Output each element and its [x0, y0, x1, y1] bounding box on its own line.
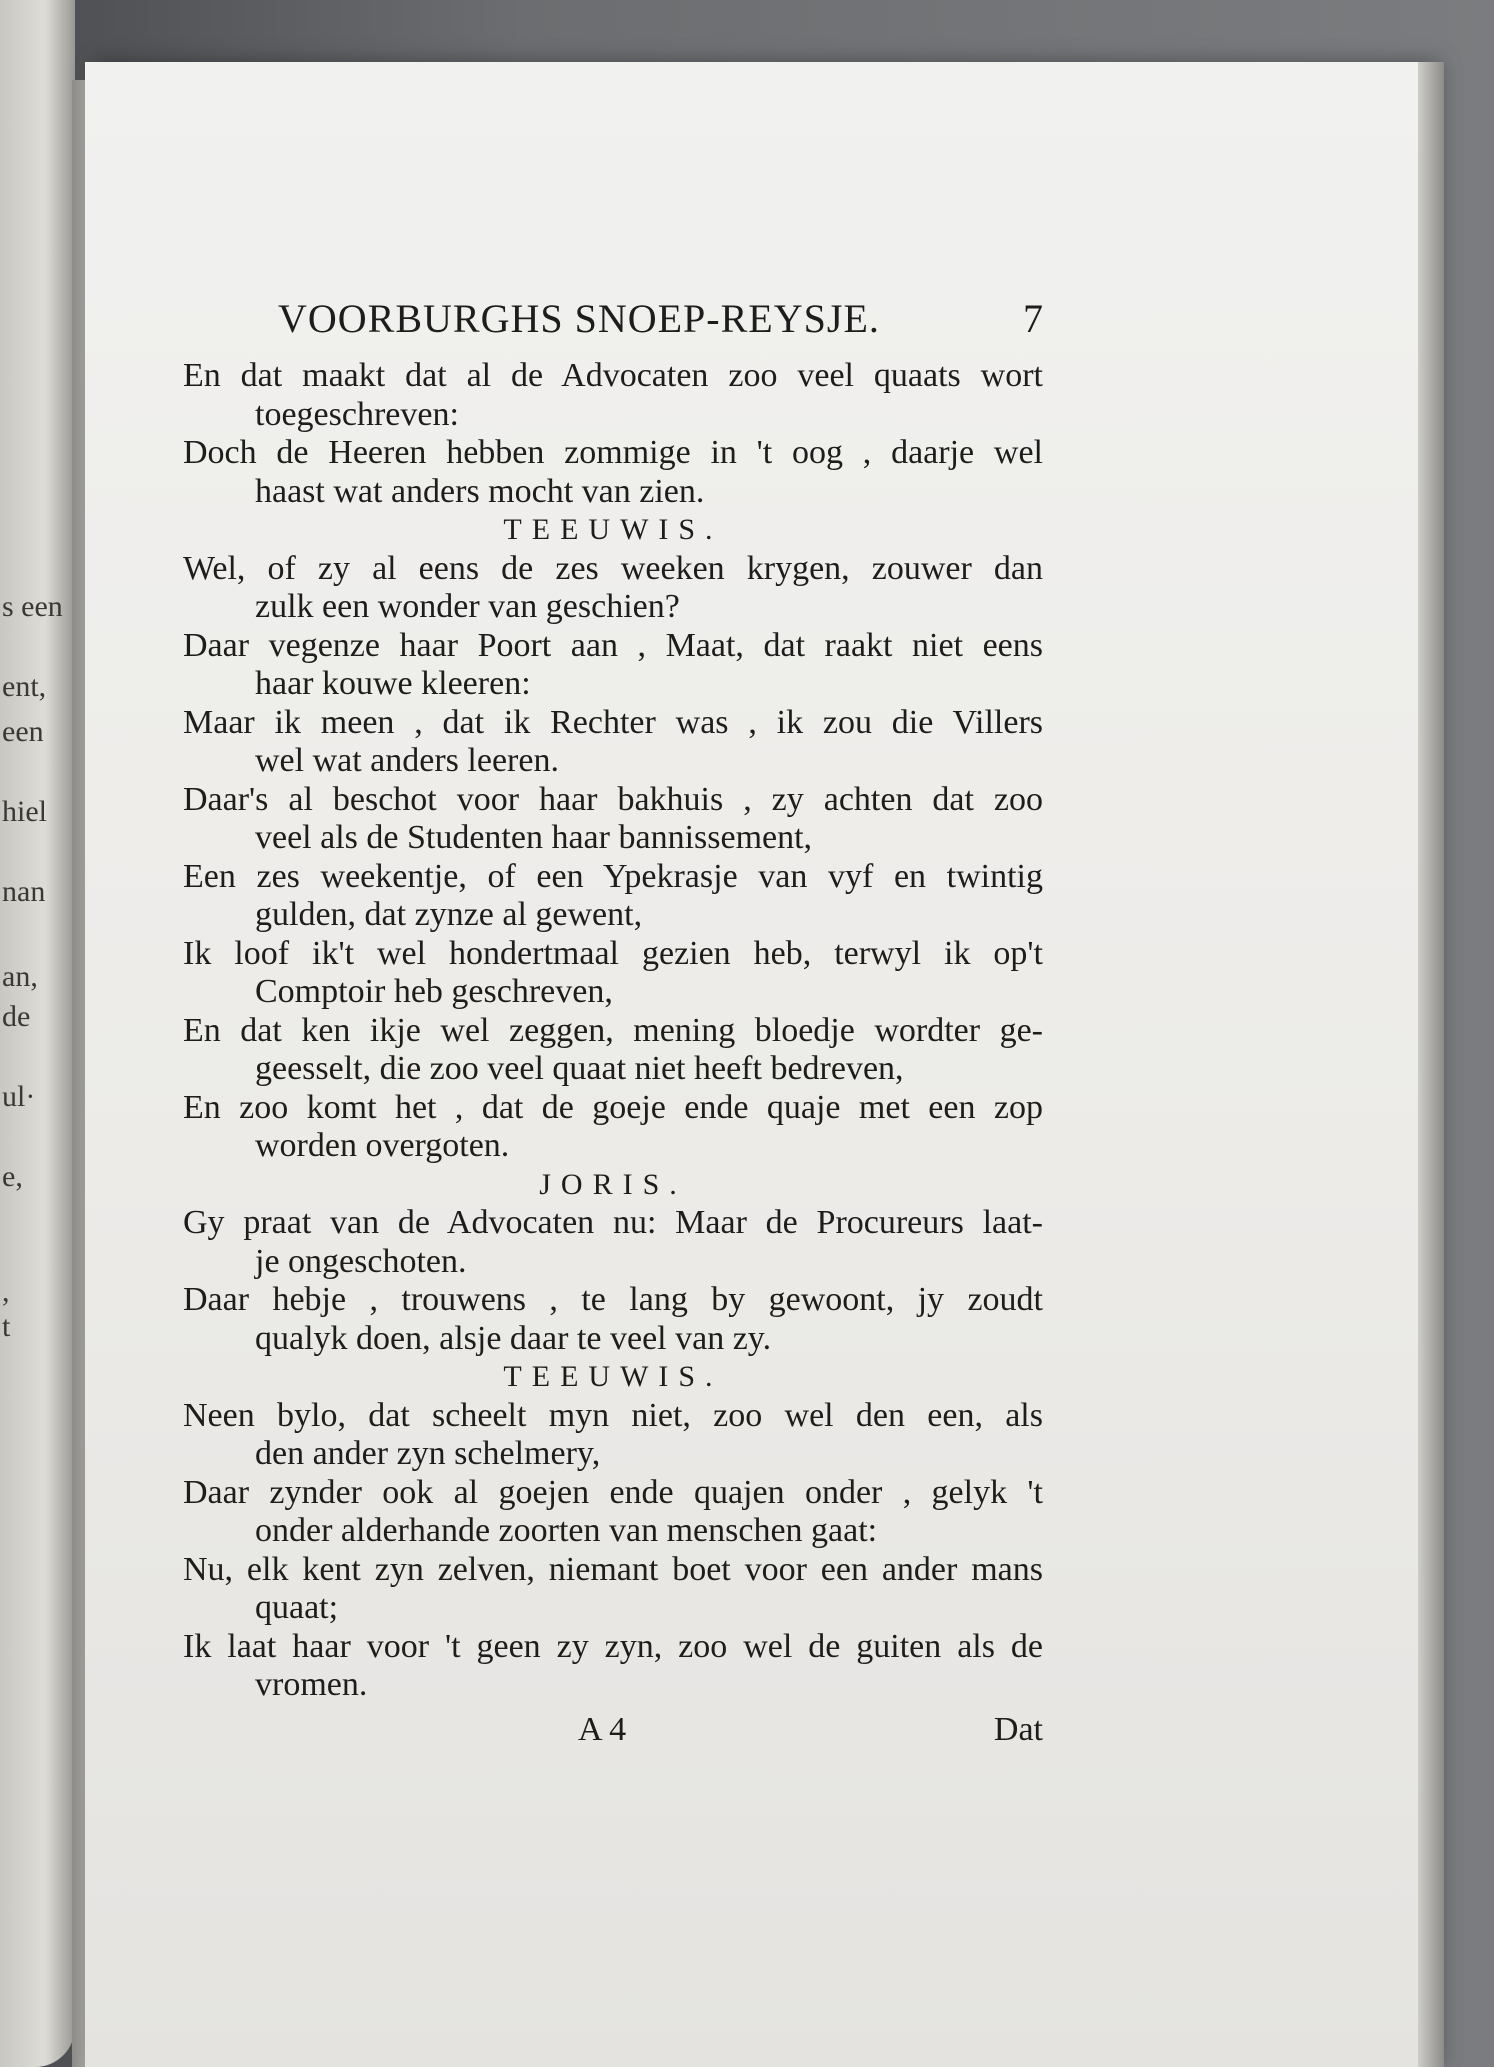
- facing-page-fragment: nan: [2, 875, 46, 908]
- text-line: worden overgoten.: [255, 1127, 510, 1164]
- text-line: Gy praat van de Advocaten nu: Maar de Procureurs laat-: [183, 1204, 1043, 1241]
- speaker-name: TEEUWIS.: [503, 1360, 723, 1393]
- text-line: Comptoir heb geschreven,: [255, 973, 613, 1010]
- dialogue-text: [183, 357, 1043, 1705]
- text-line: Nu, elk kent zyn zelven, niemant boet voor een ander mans: [183, 1550, 1043, 1588]
- text-line: Daar vegenze haar Poort aan , Maat, dat raakt niet eens: [183, 626, 1043, 664]
- text-line: Daar hebje , trouwens , te lang by gewoont, jy zoudt: [183, 1281, 1043, 1318]
- text-line: vromen.: [255, 1666, 368, 1703]
- text-line: geesselt, die zoo veel quaat niet heeft bedreven,: [255, 1050, 904, 1087]
- text-line: En dat maakt dat al de Advocaten zoo veel quaats wort: [183, 357, 1043, 394]
- text-line: Doch de Heeren hebben zommige in 't oog , daarje wel: [183, 434, 1043, 471]
- text-line: je ongeschoten.: [255, 1242, 467, 1280]
- text-line: Een zes weekentje, of een Ypekrasje van vyf en twintig: [183, 857, 1043, 895]
- text-line: veel als de Studenten haar bannissement,: [255, 819, 813, 856]
- facing-page-fragment: ent,: [2, 670, 47, 703]
- facing-page-fragment: een: [2, 715, 44, 748]
- page-number: 7: [1023, 296, 1043, 341]
- text-line: Maar ik meen , dat ik Rechter was , ik zou die Villers: [183, 703, 1043, 741]
- text-line: haar kouwe kleeren:: [255, 665, 531, 702]
- page-edges: [1418, 62, 1444, 2067]
- page-header: [183, 295, 1043, 357]
- speaker-name: JORIS.: [539, 1167, 687, 1201]
- text-line: onder alderhande zoorten van menschen gaat:: [255, 1512, 878, 1549]
- text-line: toegeschreven:: [255, 395, 459, 433]
- facing-page-fragment: e,: [2, 1160, 23, 1193]
- text-line: Neen bylo, dat scheelt myn niet, zoo wel den een, als: [183, 1396, 1043, 1434]
- text-line: gulden, dat zynze al gewent,: [255, 896, 643, 933]
- running-title: VOORBURGHS SNOEP-REYSJE.: [278, 296, 880, 341]
- facing-page-fragment: de: [2, 1000, 31, 1033]
- text-line: den ander zyn schelmery,: [255, 1435, 601, 1472]
- text-line: Wel, of zy al eens de zes weeken krygen, zouwer dan: [183, 549, 1043, 587]
- facing-page-fragment: t: [2, 1310, 11, 1343]
- text-line: En dat ken ikje wel zeggen, mening bloedje wordter ge-: [183, 1011, 1043, 1049]
- text-line: Daar zynder ook al goejen ende quajen onder , gelyk 't: [183, 1473, 1043, 1511]
- text-line: quaat;: [255, 1589, 339, 1626]
- speaker-name: TEEUWIS.: [503, 513, 723, 546]
- text-line: zulk een wonder van geschien?: [255, 588, 680, 625]
- page-text-block: [183, 295, 1043, 1751]
- text-line: wel wat anders leeren.: [255, 742, 559, 779]
- text-line: haast wat anders mocht van zien.: [255, 472, 705, 510]
- page-footer: [183, 1711, 1043, 1751]
- facing-page-edge: [0, 0, 75, 2067]
- text-line: En zoo komt het , dat de goeje ende quaje met een zop: [183, 1088, 1043, 1126]
- facing-page-fragment: an,: [2, 960, 38, 993]
- text-line: qualyk doen, alsje daar te veel van zy.: [255, 1319, 772, 1357]
- catchword: Dat: [993, 1710, 1043, 1748]
- text-line: Ik laat haar voor 't geen zy zyn, zoo wel de guiten als de: [183, 1627, 1043, 1665]
- text-line: Ik loof ik't wel hondertmaal gezien heb, terwyl ik op't: [183, 934, 1043, 972]
- facing-page-fragment: s een: [2, 590, 63, 623]
- facing-page-fragment: hiel: [2, 795, 47, 828]
- text-line: Daar's al beschot voor haar bakhuis , zy achten dat zoo: [183, 780, 1043, 818]
- facing-page-fragment: ul·: [2, 1080, 36, 1113]
- facing-page-fragment: ,: [2, 1275, 10, 1308]
- signature-mark: A 4: [578, 1710, 627, 1748]
